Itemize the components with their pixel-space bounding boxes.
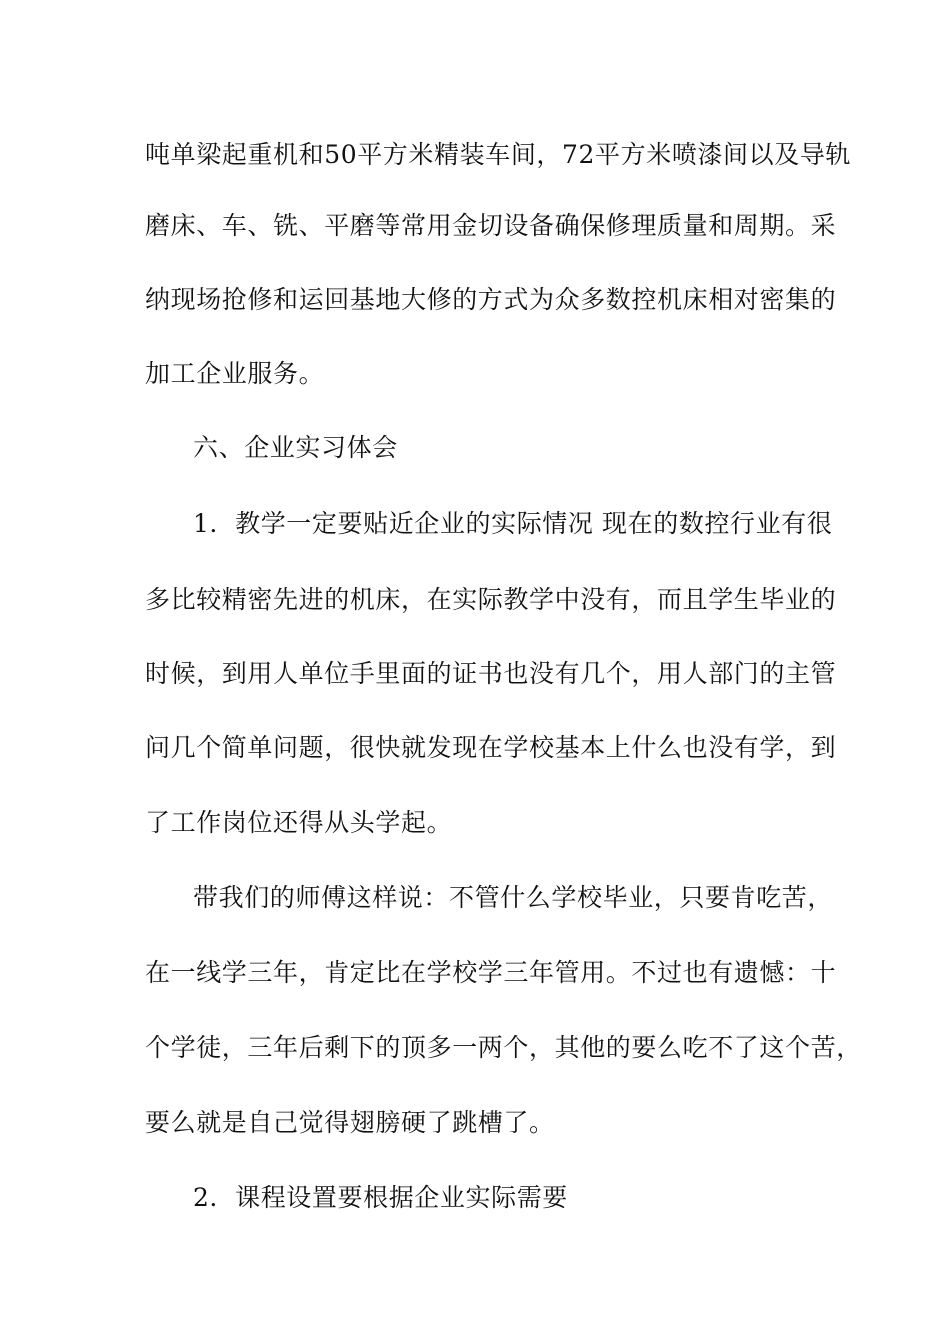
paragraph-line: 了工作岗位还得从头学起。 [145, 808, 453, 837]
paragraph-line: 在一线学三年，肯定比在学校学三年管用。不过也有遗憾：十 [145, 958, 837, 987]
paragraph-line: 带我们的师傅这样说：不管什么学校毕业，只要肯吃苦， [193, 883, 834, 912]
subheading-line: 1．教学一定要贴近企业的实际情况 现在的数控行业有很 [193, 509, 833, 538]
subheading-line: 2．课程设置要根据企业实际需要 [193, 1183, 568, 1212]
section-heading: 六、企业实习体会 [193, 433, 398, 462]
paragraph-line: 加工企业服务。 [145, 359, 325, 388]
paragraph-line: 时候，到用人单位手里面的证书也没有几个，用人部门的主管 [145, 659, 837, 688]
paragraph-line: 纳现场抢修和运回基地大修的方式为众多数控机床相对密集的 [145, 285, 837, 314]
paragraph-line: 问几个简单问题，很快就发现在学校基本上什么也没有学，到 [145, 733, 837, 762]
paragraph-line: 多比较精密先进的机床，在实际教学中没有，而且学生毕业的 [145, 585, 837, 614]
paragraph-line: 个学徒，三年后剩下的顶多一两个，其他的要么吃不了这个苦， [145, 1033, 862, 1062]
paragraph-line: 磨床、车、铣、平磨等常用金切设备确保修理质量和周期。采 [145, 211, 837, 240]
paragraph-line: 要么就是自己觉得翅膀硬了跳槽了。 [145, 1108, 555, 1137]
paragraph-line: 吨单梁起重机和50平方米精装车间，72平方米喷漆间以及导轨 [145, 140, 852, 169]
